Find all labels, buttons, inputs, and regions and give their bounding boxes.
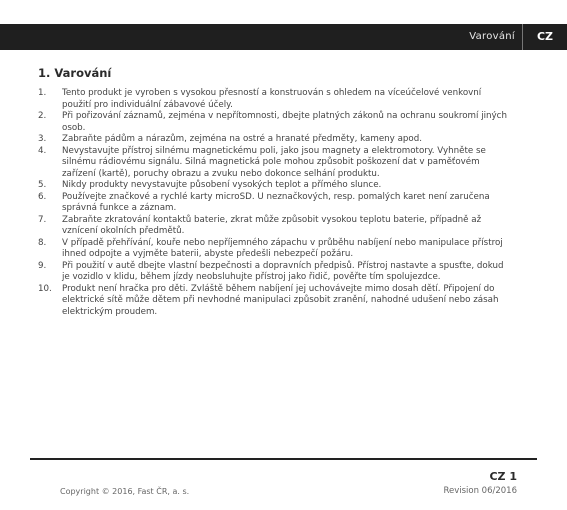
list-item <box>38 146 508 181</box>
copyright-text: Copyright © 2016, Fast ČR, a. s. <box>60 487 190 496</box>
item-text: Nikdy produkty nevystavujte působení vysokých teplot a přímého slunce. <box>62 180 382 190</box>
item-number: 8. <box>38 237 47 248</box>
item-number: 5. <box>38 180 47 190</box>
list-item <box>38 180 508 192</box>
list-item <box>38 215 508 238</box>
item-number: 3. <box>38 134 47 144</box>
header-section-label: Varování <box>469 31 515 42</box>
list-item <box>38 192 508 215</box>
revision-text: Revision 06/2016 <box>443 486 517 496</box>
list-item <box>38 111 508 134</box>
list-item <box>38 134 508 146</box>
item-text: V případě přehřívání, kouře nebo nepříjemného zápachu v průběhu nabíjení nebo manipulace přístroj ihned odpojte a vyjměte baterii, abyste předešli nebezpečí požáru. <box>62 237 503 259</box>
item-number: 6. <box>38 191 47 202</box>
item-number: 9. <box>38 260 47 271</box>
page-number: CZ 1 <box>489 470 517 483</box>
item-text: Produkt není hračka pro děti. Zvláště během nabíjení jej uchovávejte mimo dosah dětí. Připojení do elektrické sítě může dětem při nevhodné manipulaci způsobit zranění, nahodné udušení nebo zásah elektrickým proudem. <box>62 283 499 317</box>
footer-divider <box>30 458 537 460</box>
header-bar <box>0 24 567 50</box>
list-item <box>38 238 508 261</box>
item-number: 10. <box>38 283 52 294</box>
list-item <box>38 261 508 284</box>
item-text: Při použití v autě dbejte vlastní bezpečnosti a dopravních předpisů. Přístroj nastavte a spusťte, dokud je vozidlo v klidu, během jízdy neobsluhujte přístroj jako řidič, pověřte tím spolujezdce. <box>62 260 504 282</box>
item-text: Zabraňte zkratování kontaktů baterie, zkrat může způsobit vysokou teplotu baterie, případně až vznícení okolních předmětů. <box>62 214 482 236</box>
item-text: Používejte značkové a rychlé karty microSD. U neznačkových, resp. pomalých karet není zaručena správná funkce a záznam. <box>62 191 490 213</box>
warnings-list <box>38 88 508 318</box>
item-number: 2. <box>38 111 47 121</box>
item-number: 1. <box>38 88 47 98</box>
item-text: Nevystavujte přístroj silnému magnetickému poli, jako jsou magnety a elektromotory. Vyhněte se silnému rádiovému signálu. Silná magnetická pole mohou způsobit poškození dat v paměťovém zařízení (kartě), poruchy obrazu a zvuku nebo dokonce selhání produktu. <box>62 145 486 179</box>
item-number: 4. <box>38 145 47 156</box>
item-text: Tento produkt je vyroben s vysokou přesností a konstruován s ohledem na víceúčelové venkovní použití pro individuální zábavové účely. <box>62 88 482 110</box>
language-badge: CZ <box>522 24 567 50</box>
item-text: Při pořizování záznamů, zejména v nepřítomnosti, dbejte platných zákonů na ochranu soukromí jiných osob. <box>62 111 507 133</box>
item-number: 7. <box>38 214 47 225</box>
list-item <box>38 88 508 111</box>
item-text: Zabraňte pádům a nárazům, zejména na ostré a hranaté předměty, kameny apod. <box>62 134 423 144</box>
list-item <box>38 284 508 319</box>
section-title: 1. Varování <box>38 66 112 80</box>
